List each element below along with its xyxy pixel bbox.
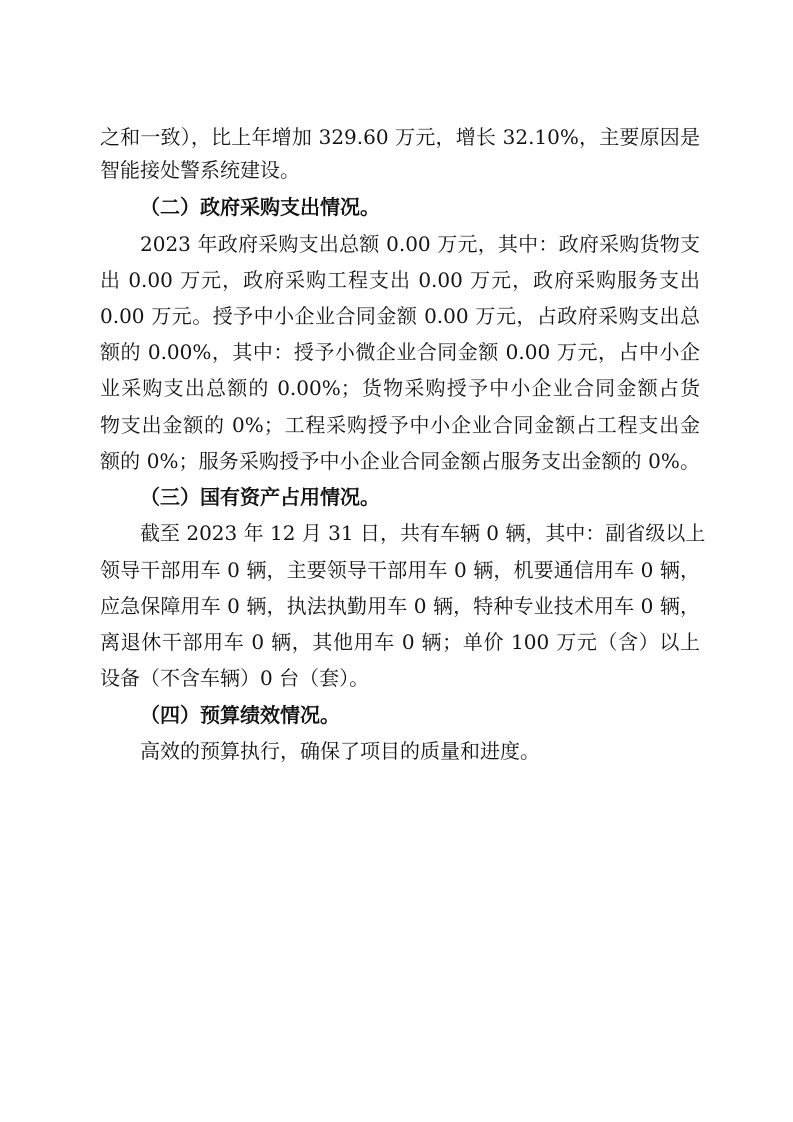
paragraph-line: 2023 年政府采购支出总额 0.00 万元，其中：政府采购货物支: [140, 232, 700, 256]
paragraph-line: 设备（不含车辆）0 台（套）。: [100, 666, 370, 690]
paragraph-line: 出 0.00 万元，政府采购工程支出 0.00 万元，政府采购服务支出: [100, 268, 700, 292]
paragraph-line: 业采购支出总额的 0.00%；货物采购授予中小企业合同金额占货: [100, 376, 700, 400]
section-heading: （二）政府采购支出情况。: [140, 195, 380, 219]
section-heading: （四）预算绩效情况。: [140, 703, 340, 727]
paragraph-line: 领导干部用车 0 辆，主要领导干部用车 0 辆，机要通信用车 0 辆，: [100, 558, 700, 582]
section-heading: （三）国有资产占用情况。: [140, 485, 380, 509]
paragraph-line: 截至 2023 年 12 月 31 日，共有车辆 0 辆，其中：副省级以上: [140, 521, 706, 545]
paragraph-line: 额的 0.00%，其中：授予小微企业合同金额 0.00 万元，占中小企: [100, 340, 700, 364]
paragraph-line: 应急保障用车 0 辆，执法执勤用车 0 辆，特种专业技术用车 0 辆，: [100, 594, 700, 618]
paragraph-line: 智能接处警系统建设。: [100, 158, 300, 182]
paragraph-line: 物支出金额的 0%；工程采购授予中小企业合同金额占工程支出金: [100, 413, 700, 437]
paragraph-line: 高效的预算执行，确保了项目的质量和进度。: [140, 739, 540, 763]
paragraph-line: 0.00 万元。授予中小企业合同金额 0.00 万元，占政府采购支出总: [100, 304, 700, 328]
paragraph-line: 额的 0%；服务采购授予中小企业合同金额占服务支出金额的 0%。: [100, 449, 700, 473]
paragraph-line: 离退休干部用车 0 辆，其他用车 0 辆；单价 100 万元（含）以上: [100, 630, 700, 654]
paragraph-line: 之和一致），比上年增加 329.60 万元，增长 32.10%，主要原因是: [100, 125, 700, 149]
